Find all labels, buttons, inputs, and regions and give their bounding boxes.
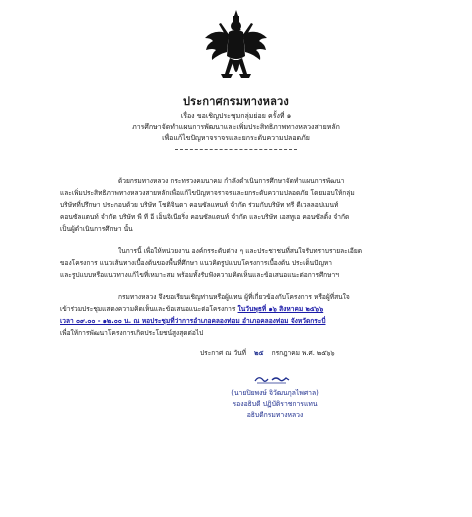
para3-line-4: เพื่อให้การพัฒนาโครงการเกิดประโยชน์สูงสุดต่อไป bbox=[60, 329, 204, 337]
signer-name: (นายปิยพงษ์ จิวัฒนกุลไพศาล) bbox=[231, 389, 319, 397]
meeting-time-venue-highlight: เวลา ๐๙.๐๐ - ๑๒.๐๐ น. ณ หอประชุมที่ว่าการอำเภอคลองท่อม อำเภอคลองท่อม จังหวัดกระบี่ bbox=[60, 317, 326, 325]
signer-position-2: อธิบดีกรมทางหลวง bbox=[246, 411, 304, 419]
para3-line-1: กรมทางหลวง จึงขอเรียนเชิญท่านหรือผู้แทน ผู้ที่เกี่ยวข้องกับโครงการ หรือผู้ที่สนใจ bbox=[118, 293, 350, 301]
signer-position-1: รองอธิบดี ปฏิบัติราชการแทน bbox=[232, 400, 318, 408]
para1-line-5: เป็นผู้ดำเนินการศึกษา นั้น bbox=[60, 225, 133, 233]
page-title: ประกาศกรมทางหลวง bbox=[183, 95, 289, 108]
para1-line-3: บริษัทที่ปรึกษา ประกอบด้วย บริษัท โชติจินดา คอนซัลแทนท์ จำกัด ร่วมกับบริษัท ทรี ดีเวลลอปเมนท์ bbox=[60, 201, 339, 209]
garuda-emblem-icon bbox=[203, 8, 269, 88]
meeting-date-highlight: ในวันพุธที่ ๑๖ สิงหาคม ๒๕๖๖ bbox=[237, 305, 324, 313]
para3-line-2-text: เข้าร่วมประชุมแสดงความคิดเห็นและข้อเสนอแนะต่อโครงการ bbox=[60, 305, 238, 313]
announcement-date-prefix: ประกาศ ณ วันที่ bbox=[200, 349, 249, 357]
announcement-day: ๒๕ bbox=[254, 349, 264, 357]
para3-line-3 bbox=[60, 317, 326, 326]
announcement-month-year: กรกฎาคม พ.ศ. ๒๕๖๖ bbox=[271, 349, 335, 357]
para1-line-2: และเพิ่มประสิทธิภาพทางหลวงสายหลักเพื่อแก้ไขปัญหาจราจรและยกระดับความปลอดภัย โดยมอบให้กลุ่ม bbox=[60, 189, 355, 197]
para2-line-2: ของโครงการ แนวเส้นทางเบื้องต้นของพื้นที่ศึกษา แนวคิดรูปแบบโครงการเบื้องต้น ประเด็นปัญหา bbox=[60, 259, 332, 267]
para2-line-3: และรูปแบบหรือแนวทางแก้ไขที่เหมาะสม พร้อมทั้งรับฟังความคิดเห็นและข้อเสนอแนะต่อการศึกษาฯ bbox=[60, 271, 339, 279]
handwritten-signature bbox=[252, 372, 292, 386]
subject-line: เรื่อง ขอเชิญประชุมกลุ่มย่อย ครั้งที่ ๑ bbox=[180, 112, 292, 120]
announcement-date bbox=[200, 349, 335, 358]
divider bbox=[175, 149, 297, 150]
subject-line-3: เพื่อแก้ไขปัญหาจราจรและยกระดับความปลอดภัย bbox=[162, 134, 310, 142]
para2-line-1: ในการนี้ เพื่อให้หน่วยงาน องค์กรระดับต่าง ๆ และประชาชนที่สนใจรับทราบรายละเอียด bbox=[118, 247, 363, 255]
para3-line-2 bbox=[60, 305, 323, 314]
para1-line-4: คอนซัลแตนท์ จำกัด บริษัท พี ที อี เอ็นจิเนียริ่ง คอนซัลแตนท์ จำกัด และบริษัท เอสทูเอ คอนซัลติ้ง จำกัด bbox=[60, 213, 350, 221]
subject-line-2: ภารศึกษาจัดทำแผนการพัฒนาและเพิ่มประสิทธิภาพทางหลวงสายหลัก bbox=[132, 123, 340, 131]
para1-line-1: ด้วยกรมทางหลวง กระทรวงคมนาคม กำลังดำเนินการศึกษาจัดทำแผนการพัฒนา bbox=[118, 177, 345, 185]
